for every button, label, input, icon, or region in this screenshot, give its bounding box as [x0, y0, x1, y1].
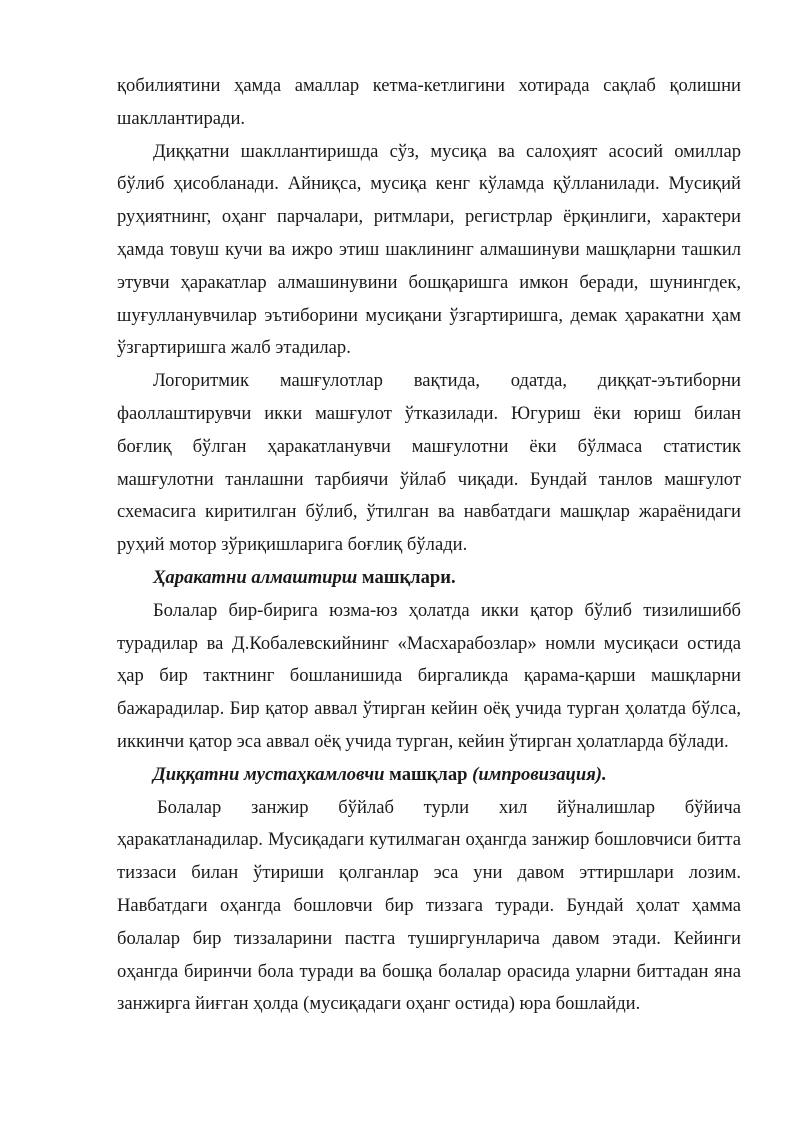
paragraph-two-rows-exercise: Болалар бир-бирига юзма-юз ҳолатда икки қатор бўлиб тизилишибб турадилар ва Д.Кобалевскийнинг «Масхарабозлар» номли мусиқаси остида ҳар бир тактнинг бошланишида биргаликда қарама-қарши машқларни бажарадилар. Бир қатор аввал ўтирган кейин оёқ учида турган ҳолатда бўлса, иккинчи қатор эса аввал оёқ учида турган, кейин ўтирган ҳолатларда бўлади. — [117, 599, 741, 752]
heading-attention-italic: Диққатни мустаҳкамловчи — [153, 763, 385, 785]
paragraph-attention-factors: Диққатни шакллантиришда сўз, мусиқа ва салоҳият асосий омиллар бўлиб ҳисобланади. Айниқса, мусиқа кенг кўламда қўлланилади. Мусиқий руҳиятнинг, оҳанг парчалари, ритмлари, регистрлар ёрқинлиги, характери ҳамда товуш кучи ва ижро этиш шаклининг алмашинуви машқларни ташкил этувчи ҳаракатлар алмашинувини бошқаришга имкон беради, шунингдек, шуғулланувчилар эътиборини мусиқани ўзгартиришга, демак ҳаракатни ҳам ўзгартиришга жалб этадилар. — [117, 140, 741, 359]
paragraph-continuation: қобилиятини ҳамда амаллар кетма-кетлигини хотирада сақлаб қолишни шакллантиради. — [117, 75, 741, 129]
heading-attention-tail: (импровизация). — [472, 763, 607, 785]
heading-movement-rest: машқлари. — [357, 566, 456, 588]
document-page — [117, 70, 741, 1021]
paragraph-chain-exercise: Болалар занжир бўйлаб турли хил йўналишлар бўйича ҳаракатланадилар. Мусиқадаги кутилмаган оҳангда занжир бошловчиси битта тиззаси билан ўтириши қолганлар эса уни давом эттиршлари лозим. Навбатдаги оҳангда бошловчи бир тиззага туради. Бундай ҳолат ҳамма болалар бир тиззаларини пастга туширгунларича давом этади. Кейинги оҳангда биринчи бола туради ва бошқа болалар орасида уларни биттадан яна занжирга йиғган ҳолда (мусиқадаги оҳанг остида) юра бошлайди. — [117, 796, 741, 1015]
heading-attention-strengthening — [117, 759, 741, 792]
heading-movement-italic: Ҳаракатни алмаштирш — [153, 566, 358, 588]
paragraph-logorhythmic-sessions: Логоритмик машғулотлар вақтида, одатда, диққат-эътиборни фаоллаштирувчи икки машғулот ўтказилади. Югуриш ёки юриш билан боғлиқ бўлган ҳаракатланувчи машғулотни ёки бўлмаса статистик машғулотни танлашни тарбиячи ўйлаб чиқади. Бундай танлов машғулот схемасига киритилган бўлиб, ўтилган ва навбатдаги машқлар жараёнидаги руҳий мотор зўриқишларига боғлиқ бўлади. — [117, 370, 741, 556]
heading-attention-rest: машқлар — [384, 763, 473, 785]
heading-movement-exercises — [117, 562, 741, 595]
